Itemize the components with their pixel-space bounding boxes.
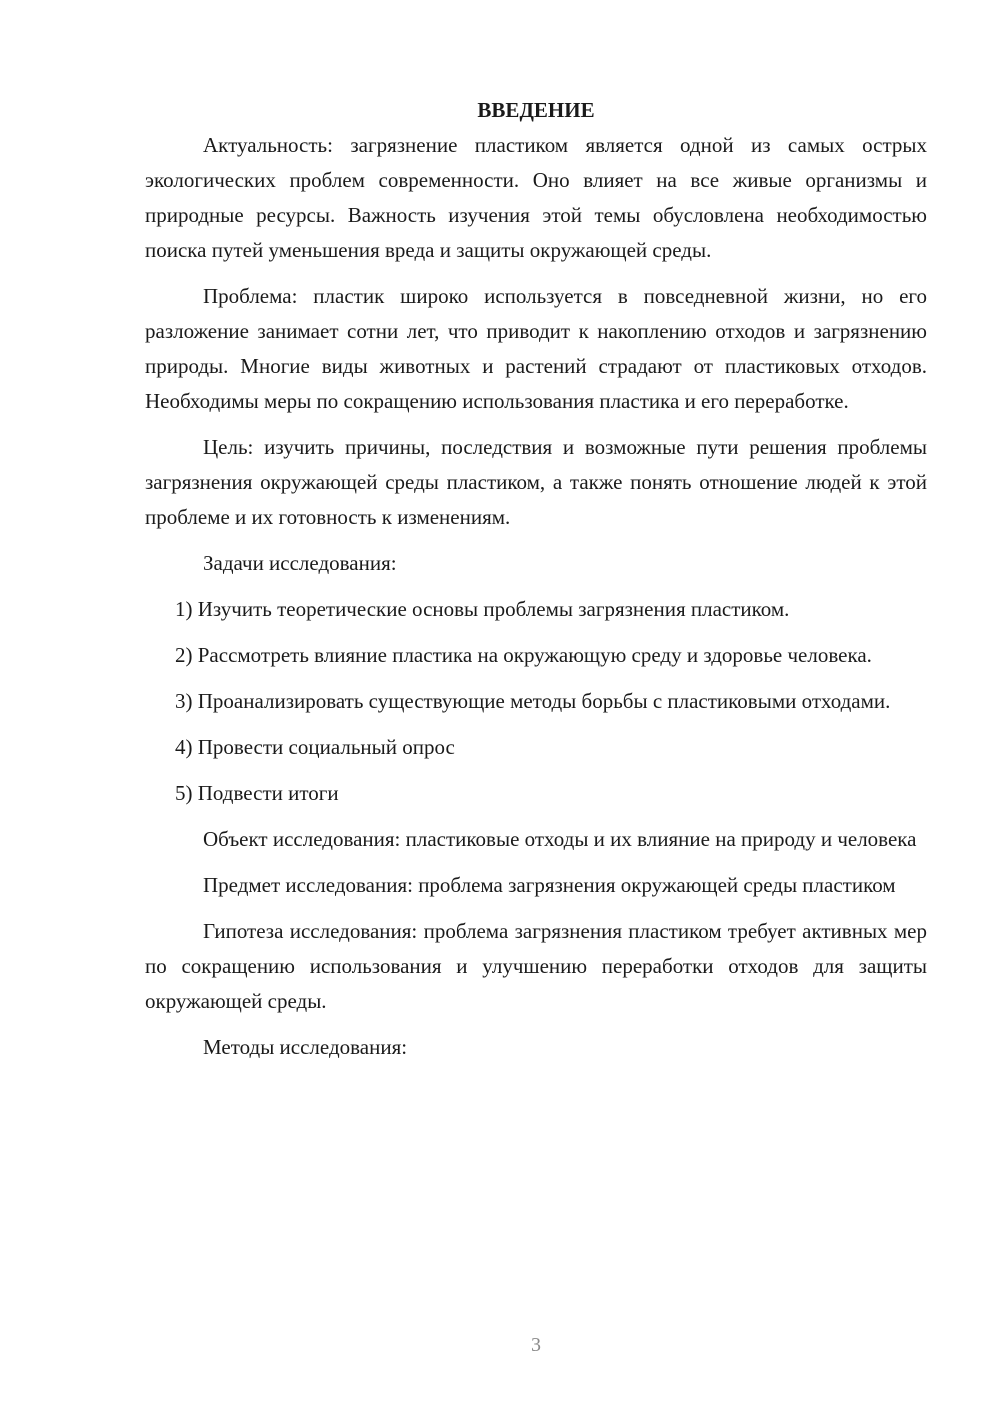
hypothesis-paragraph: Гипотеза исследования: проблема загрязнения пластиком требует активных мер по сокращению использования и улучшению переработки отходов для защиты окружающей среды. xyxy=(145,919,927,1013)
task-item-1: 1) Изучить теоретические основы проблемы загрязнения пластиком. xyxy=(175,597,790,621)
goal-paragraph: Цель: изучить причины, последствия и возможные пути решения проблемы загрязнения окружающей среды пластиком, а также понять отношение людей к этой проблеме и их готовность к изменениям. xyxy=(145,435,927,529)
methods-title: Методы исследования: xyxy=(203,1035,408,1059)
page-number: 3 xyxy=(531,1334,541,1356)
object-paragraph: Объект исследования: пластиковые отходы и их влияние на природу и человека xyxy=(203,827,917,851)
task-item-2: 2) Рассмотреть влияние пластика на окружающую среду и здоровье человека. xyxy=(175,643,872,667)
task-item-4: 4) Провести социальный опрос xyxy=(175,735,455,759)
page-title: ВВЕДЕНИЕ xyxy=(477,98,595,122)
task-item-5: 5) Подвести итоги xyxy=(175,781,339,805)
tasks-title: Задачи исследования: xyxy=(203,551,397,575)
subject-paragraph: Предмет исследования: проблема загрязнения окружающей среды пластиком xyxy=(203,873,896,897)
relevance-paragraph: Актуальность: загрязнение пластиком является одной из самых острых экологических проблем современности. Оно влияет на все живые организмы и природные ресурсы. Важность изучения этой темы обусловлена необходимостью поиска путей уменьшения вреда и защиты окружающей среды. xyxy=(145,133,927,262)
document-page xyxy=(145,92,927,1076)
problem-paragraph: Проблема: пластик широко используется в повседневной жизни, но его разложение занимает сотни лет, что приводит к накоплению отходов и загрязнению природы. Многие виды животных и растений страдают от пластиковых отходов. Необходимы меры по сокращению использования пластика и его переработке. xyxy=(145,284,927,413)
task-item-3: 3) Проанализировать существующие методы борьбы с пластиковыми отходами. xyxy=(175,689,891,713)
